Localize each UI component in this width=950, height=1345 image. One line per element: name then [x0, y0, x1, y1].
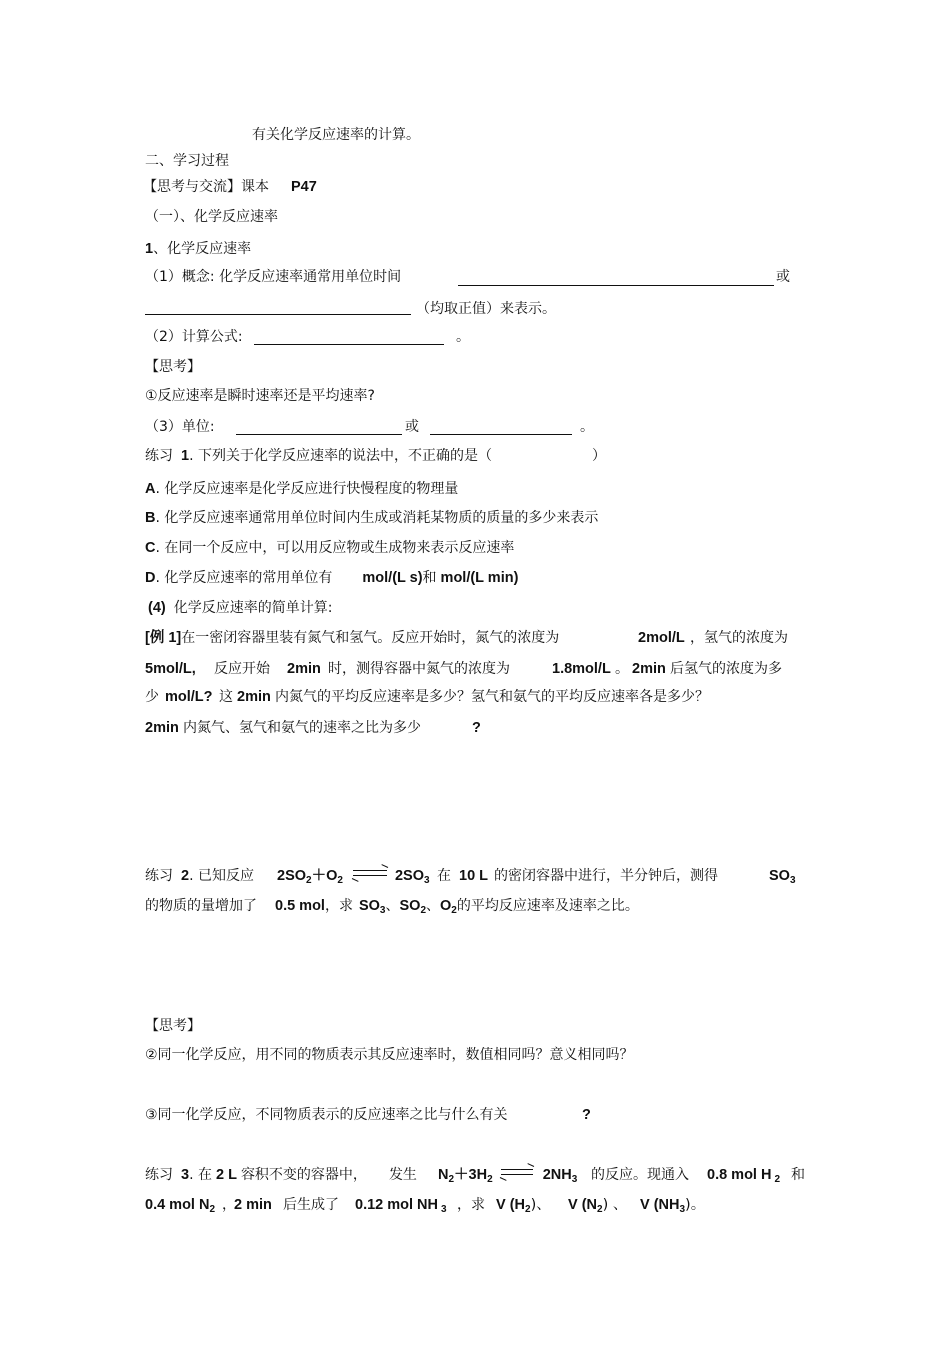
exercise-1-close: ）	[592, 448, 606, 464]
unit-text: 单位:	[181, 419, 215, 435]
exercise-2-line-2: 的物质的量增加了 0.5 mol，求 $SO_3$、$SO_2$、$O_2$的平均反应速率及速率之比。	[145, 898, 639, 916]
question-mark: ?	[582, 1107, 591, 1123]
concept-blank-2[interactable]	[145, 300, 411, 315]
rate-nh3: V $(NH_3)$。	[640, 1197, 706, 1215]
unit-blank-1[interactable]	[236, 420, 402, 435]
option-and: 和	[422, 570, 437, 586]
example-1-line-1	[145, 629, 559, 647]
item-4-heading	[148, 599, 332, 617]
exercise-text: ，求	[457, 1197, 485, 1213]
concept-number: （1）	[145, 269, 182, 285]
volume-value: 2 L	[215, 1167, 237, 1183]
question-mark: ?	[472, 720, 481, 736]
exercise-text: 的密闭容器中进行，半分钟后，测得	[494, 868, 718, 884]
option-b[interactable]	[145, 509, 598, 527]
formula-number: （2）	[145, 329, 182, 345]
product-nh3: $2NH_3$	[542, 1167, 578, 1185]
example-tag: [例 1]	[145, 630, 182, 646]
unit-blank-2[interactable]	[430, 420, 572, 435]
unit-number: （3）	[145, 419, 182, 435]
exercise-text: 的物质的量增加了	[145, 898, 257, 914]
reaction-equation	[438, 1166, 577, 1189]
think-question-2: ②同一化学反应，用不同的物质表示其反应速率时，数值相同吗？意义相同吗？	[145, 1047, 634, 1063]
formula-text: 计算公式:	[181, 329, 243, 345]
example-text: 后氢气的浓度为多	[670, 661, 782, 677]
formula-line	[145, 328, 243, 346]
time-value: 2min	[145, 720, 179, 736]
formula-blank[interactable]	[254, 330, 444, 345]
reactant-o2: $+O_2$	[311, 868, 343, 886]
equilibrium-arrow-icon	[501, 1166, 533, 1178]
option-key: D	[145, 570, 156, 586]
exercise-stem: . 下列关于化学反应速率的说法中，不正确的是（	[189, 448, 492, 464]
reaction-equation	[277, 867, 430, 890]
exercise-text: ，求	[324, 898, 353, 914]
exercise-text: . 在	[189, 1167, 212, 1183]
exercise-label: 练习	[145, 1167, 173, 1183]
item-number: 1	[145, 241, 154, 257]
option-key: A	[145, 481, 156, 497]
think-question-3: ③同一化学反应，不同物质表示的反应速率之比与什么有关	[145, 1107, 508, 1123]
n2-amount: 0.4 mol $N_2$	[145, 1197, 216, 1215]
exercise-2-line-1	[145, 867, 254, 885]
concept-blank-1[interactable]	[458, 271, 774, 286]
exercise-number: 2	[181, 868, 190, 884]
unit-line	[145, 418, 215, 436]
exercise-1-stem	[145, 447, 492, 465]
n2-final-concentration: 1.8mol/L	[552, 661, 611, 677]
option-d[interactable]	[145, 569, 518, 587]
section-title: 二、学习过程	[145, 153, 229, 169]
h2-initial-concentration: 5mol/L,	[145, 661, 196, 677]
unit-or: 或	[405, 419, 419, 435]
example-text: 内氮气的平均反应速率是多少？氢气和氨气的平均反应速率各是多少？	[275, 689, 709, 705]
example-text: 在一密闭容器里装有氮气和氢气。反应开始时，氮气的浓度为	[181, 630, 560, 646]
o2-formula: $O_2$	[440, 898, 457, 916]
formula-end: 。	[456, 329, 470, 345]
n2-initial-concentration: 2mol/L	[638, 630, 685, 646]
part-title: （一）、化学反应速率	[145, 209, 278, 225]
textbook-page: P47	[291, 179, 317, 195]
unit-mol-per-l-s: mol/(L s)	[362, 570, 423, 586]
rate-h2: V $(H_2)$、	[496, 1197, 551, 1215]
example-text: 。	[615, 661, 629, 677]
exercise-label: 练习	[145, 868, 173, 884]
reactant-h2: $+3H_2$	[454, 1167, 493, 1185]
so3-formula: $SO_3$	[769, 868, 796, 886]
option-text: . 化学反应速率是化学反应进行快慢程度的物理量	[155, 481, 459, 497]
so3-formula: $SO_3$	[358, 898, 386, 916]
option-text: . 在同一个反应中，可以用反应物或生成物来表示反应速率	[155, 540, 515, 556]
exercise-text: 的平均反应速率及速率之比。	[456, 898, 639, 914]
example-text: ，氢气的浓度为	[690, 630, 788, 646]
option-text: . 化学反应速率通常用单位时间内生成或消耗某物质的质量的多少来表示	[155, 510, 599, 526]
concept-line	[145, 268, 401, 286]
exercise-text: 容积不变的容器中，	[240, 1167, 367, 1183]
exercise-text: 在	[437, 868, 451, 884]
option-a[interactable]	[145, 480, 458, 498]
equilibrium-arrow-icon	[353, 867, 387, 879]
nh3-amount: 0.12 mol NH $_3$	[355, 1197, 447, 1215]
concept-or: 或	[776, 269, 790, 285]
so2-formula: $SO_2$	[399, 898, 426, 916]
option-key: B	[145, 510, 156, 526]
example-text: 这	[219, 689, 233, 705]
think-exchange-label: 【思考与交流】课本	[143, 179, 269, 195]
concept-tail: （均取正值）来表示。	[416, 301, 556, 317]
amount-value: 0.5 mol	[275, 898, 325, 914]
example-text: 内氮气、氢气和氨气的速率之比为多少	[183, 720, 421, 736]
exercise-3-line-1	[145, 1166, 417, 1184]
item-4-title: 化学反应速率的简单计算:	[173, 600, 333, 616]
exercise-text: . 已知反应	[189, 868, 254, 884]
option-key: C	[145, 540, 156, 556]
exercise-text: 和	[791, 1167, 805, 1183]
item-4-number: (4)	[148, 600, 166, 616]
exercise-text: 后生成了	[283, 1197, 339, 1213]
item-title: 、化学反应速率	[153, 241, 252, 257]
example-text: 反应开始	[214, 661, 270, 677]
concept-text: 概念: 化学反应速率通常用单位时间	[181, 269, 402, 285]
time-value: 2 min	[234, 1197, 272, 1213]
exercise-text: 的反应。现通入	[591, 1167, 689, 1183]
think-question-1: ①反应速率是瞬时速率还是平均速率?	[145, 388, 375, 404]
unit-mol-per-l-min: mol/(L min)	[440, 570, 519, 586]
reactant-n2: $N_2$	[438, 1167, 455, 1185]
think-exchange	[143, 178, 317, 196]
volume-value: 10 L	[459, 868, 489, 884]
exercise-number: 1	[181, 448, 190, 464]
h2-amount: 0.8 mol H $_2$	[707, 1167, 781, 1185]
exercise-number: 3	[181, 1167, 190, 1183]
unit-end: 。	[580, 419, 594, 435]
product-so3: $2SO_3$	[394, 868, 430, 886]
unit-mol-per-l: mol/L?	[165, 689, 213, 705]
item-heading	[145, 240, 251, 258]
rate-n2: V $(N_2)$ 、	[568, 1197, 628, 1215]
think-label: 【思考】	[145, 359, 201, 375]
example-text: 少	[145, 689, 159, 705]
think-label: 【思考】	[145, 1018, 201, 1034]
exercise-label: 练习	[145, 448, 173, 464]
objective-tail: 有关化学反应速率的计算。	[252, 127, 420, 143]
time-value: 2min	[287, 661, 321, 677]
exercise-text: 发生	[388, 1167, 417, 1183]
option-c[interactable]	[145, 539, 514, 557]
option-text: . 化学反应速率的常用单位有	[155, 570, 333, 586]
time-value: 2min	[632, 661, 666, 677]
time-value: 2min	[237, 689, 271, 705]
reactant-so2: $2SO_2$	[277, 868, 312, 886]
example-text: 时，测得容器中氮气的浓度为	[328, 661, 510, 677]
exercise-text: ，	[222, 1197, 236, 1213]
